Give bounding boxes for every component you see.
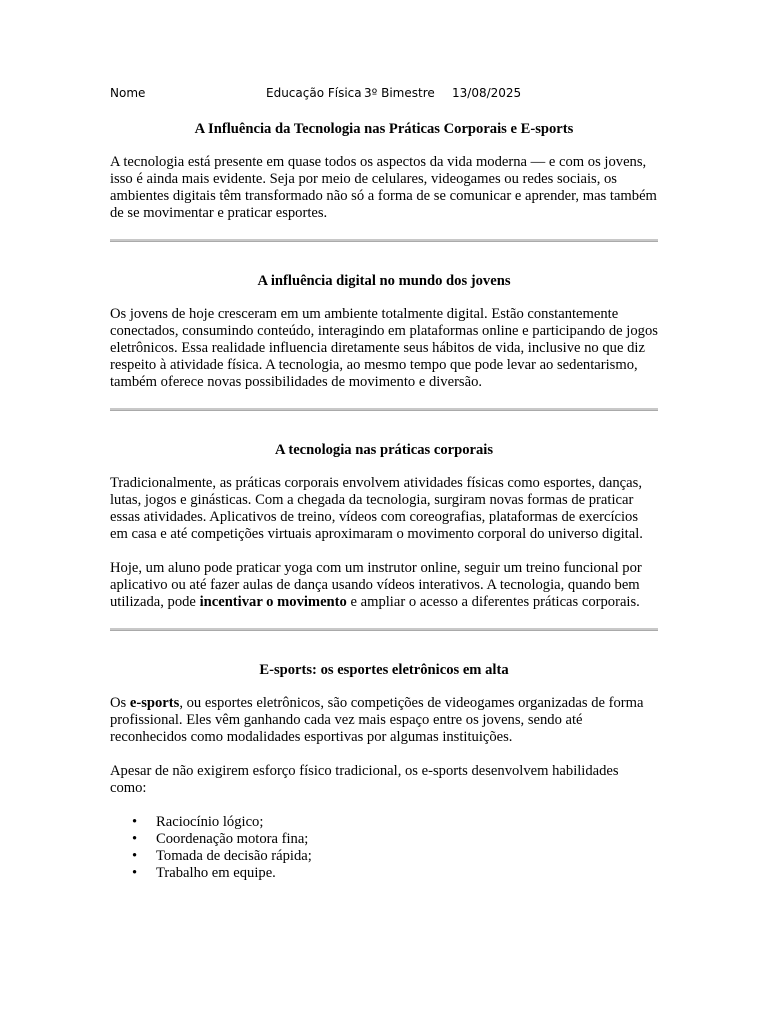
section2-p2-text-b: e ampliar o acesso a diferentes práticas corporais.: [346, 594, 640, 610]
section-divider: [110, 408, 658, 411]
intro-paragraph: A tecnologia está presente em quase todos os aspectos da vida moderna — e com os jovens, isso é ainda mais evidente. Seja por meio de celulares, videogames ou redes sociais, os ambientes digitais têm transformado não só a forma de se comunicar e aprender, mas também de se movimentar e praticar esportes.: [110, 154, 657, 221]
list-item: • Tomada de decisão rápida;: [156, 848, 658, 865]
section2-p2-text-a: Hoje, um aluno pode praticar yoga com um instrutor online, seguir um treino funcional por aplicativo ou até fazer aulas de dança usando vídeos interativos. A tecnologia, quando bem utilizada, pode: [110, 560, 642, 610]
section-divider: [110, 628, 658, 631]
skills-list: [110, 814, 658, 882]
section1-paragraph: Os jovens de hoje cresceram em um ambiente totalmente digital. Estão constantemente conectados, consumindo conteúdo, interagindo em plataformas online e participando de jogos eletrônicos. Essa realidade influencia diretamente seus hábitos de vida, inclusive no que diz respeito à atividade física. A tecnologia, ao mesmo tempo que pode levar ao sedentarismo, também oferece novas possibilidades de movimento e diversão.: [110, 306, 658, 390]
section3-p1-bold: e-sports: [129, 695, 180, 711]
list-item: • Raciocínio lógico;: [156, 814, 658, 831]
document-page: [110, 86, 658, 882]
section2-p2-bold: incentivar o movimento: [199, 594, 347, 610]
header-term: 3º Bimestre: [364, 86, 435, 100]
list-item: • Coordenação motora fina;: [156, 831, 658, 848]
document-title: A Influência da Tecnologia nas Práticas Corporais e E-sports: [194, 121, 574, 137]
list-item: • Trabalho em equipe.: [156, 865, 658, 882]
section2-paragraph-1: Tradicionalmente, as práticas corporais envolvem atividades físicas como esportes, danças, lutas, jogos e ginásticas. Com a chegada da tecnologia, surgiram novas formas de praticar essas atividades. Aplicativos de treino, vídeos com coreografias, plataformas de exercícios em casa e até competições virtuais aproximaram o movimento corporal do universo digital.: [110, 475, 643, 542]
section-divider: [110, 239, 658, 242]
section2-paragraph-2: [110, 560, 658, 611]
section3-paragraph-1: [110, 695, 658, 746]
section-heading-body-practices: A tecnologia nas práticas corporais: [274, 442, 494, 458]
document-header: [110, 86, 658, 104]
section-heading-digital-influence: A influência digital no mundo dos jovens: [257, 273, 511, 289]
header-name-label: Nome: [110, 86, 146, 100]
section-heading-esports: E-sports: os esportes eletrônicos em alta: [259, 662, 509, 678]
header-date: 13/08/2025: [452, 86, 522, 100]
section3-p1-text-b: , ou esportes eletrônicos, são competições de videogames organizadas de forma profissional. Eles vêm ganhando cada vez mais espaço entre os jovens, sendo até reconhecidos como modalidades esportivas por algumas instituições.: [110, 695, 644, 745]
header-subject: Educação Física: [266, 86, 362, 100]
section3-p1-text-a: Os: [110, 695, 130, 711]
section3-paragraph-2: Apesar de não exigirem esforço físico tradicional, os e-sports desenvolvem habilidades como:: [110, 763, 619, 796]
